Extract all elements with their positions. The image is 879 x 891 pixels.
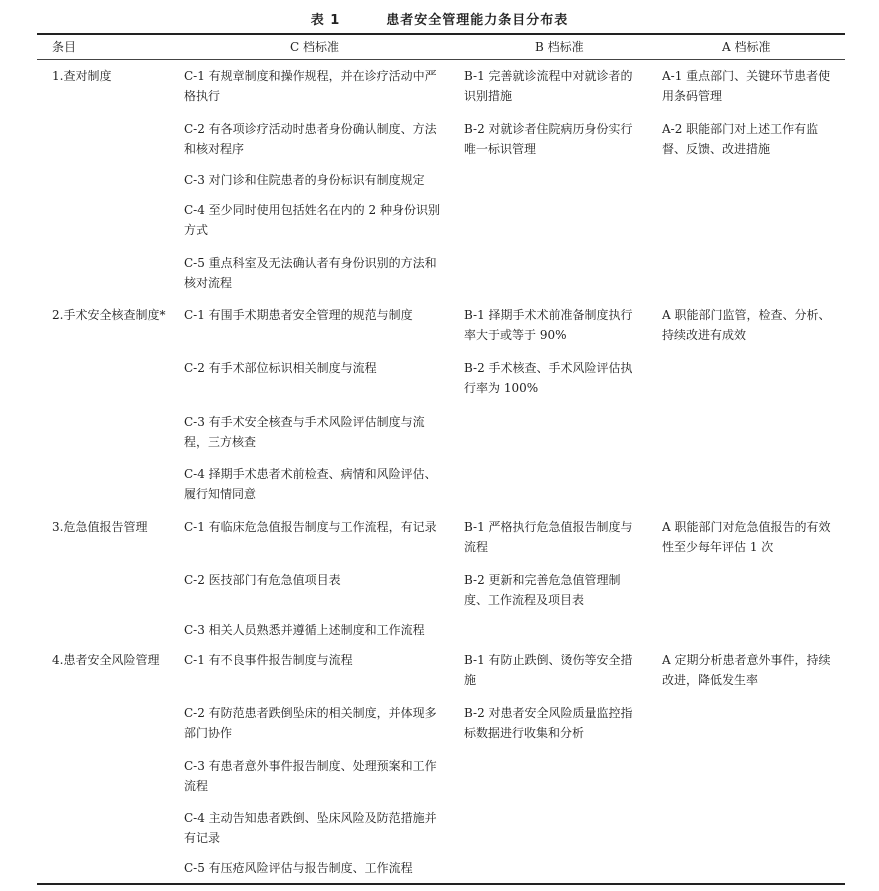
section-4-c5: C-5 有压疮风险评估与报告制度、工作流程 bbox=[184, 861, 413, 875]
section-3-b1: B-1 严格执行危急值报告制度与流程 bbox=[464, 520, 633, 554]
section-1-c3: C-3 对门诊和住院患者的身份标识有制度规定 bbox=[184, 173, 425, 187]
section-1-b2: B-2 对就诊者住院病历身份实行唯一标识管理 bbox=[464, 122, 633, 156]
section-1-item: 1.查对制度 bbox=[52, 69, 112, 83]
section-2-a1: A 职能部门监管，检查、分析、持续改进有成效 bbox=[662, 308, 831, 342]
section-4-b1: B-1 有防止跌倒、烫伤等安全措施 bbox=[464, 653, 633, 687]
section-2-b1: B-1 择期手术术前准备制度执行率大于或等于 90% bbox=[464, 308, 633, 342]
section-3-c2: C-2 医技部门有危急值项目表 bbox=[184, 573, 341, 587]
section-1-a2: A-2 职能部门对上述工作有监督、反馈、改进措施 bbox=[662, 122, 819, 156]
section-3-c1: C-1 有临床危急值报告制度与工作流程，有记录 bbox=[184, 520, 437, 534]
section-2-c4: C-4 择期手术患者术前检查、病情和风险评估、履行知情同意 bbox=[184, 467, 437, 501]
section-4-c1: C-1 有不良事件报告制度与流程 bbox=[184, 653, 353, 667]
header-b: B 档标准 bbox=[535, 40, 584, 54]
section-3-a1: A 职能部门对危急值报告的有效性至少每年评估 1 次 bbox=[662, 520, 831, 554]
bottom-rule bbox=[37, 883, 845, 885]
table-caption: 患者安全管理能力条目分布表 bbox=[386, 13, 569, 28]
table-title bbox=[0, 9, 879, 28]
section-3-b2: B-2 更新和完善危急值管理制度、工作流程及项目表 bbox=[464, 573, 621, 607]
section-3-c3: C-3 相关人员熟悉并遵循上述制度和工作流程 bbox=[184, 623, 425, 637]
table-number: 表 1 bbox=[310, 13, 341, 28]
section-2-c1: C-1 有围手术期患者安全管理的规范与制度 bbox=[184, 308, 413, 322]
section-4-c4: C-4 主动告知患者跌倒、坠床风险及防范措施并有记录 bbox=[184, 811, 437, 845]
header-a: A 档标准 bbox=[722, 40, 771, 54]
section-2-b2: B-2 手术核查、手术风险评估执行率为 100% bbox=[464, 361, 633, 395]
section-2-c3: C-3 有手术安全核查与手术风险评估制度与流程，三方核查 bbox=[184, 415, 425, 449]
section-1-c5: C-5 重点科室及无法确认者有身份识别的方法和核对流程 bbox=[184, 256, 437, 290]
section-1-c1: C-1 有规章制度和操作规程，并在诊疗活动中严格执行 bbox=[184, 69, 437, 103]
section-2-item: 2.手术安全核查制度* bbox=[52, 308, 166, 322]
section-4-a1: A 定期分析患者意外事件，持续改进，降低发生率 bbox=[662, 653, 831, 687]
section-4-item: 4.患者安全风险管理 bbox=[52, 653, 160, 667]
section-1-a1: A-1 重点部门、关键环节患者使用条码管理 bbox=[662, 69, 831, 103]
section-1-c4: C-4 至少同时使用包括姓名在内的 2 种身份识别方式 bbox=[184, 203, 440, 237]
section-4-c2: C-2 有防范患者跌倒坠床的相关制度，并体现多部门协作 bbox=[184, 706, 437, 740]
section-4-c3: C-3 有患者意外事件报告制度、处理预案和工作流程 bbox=[184, 759, 437, 793]
section-3-item: 3.危急值报告管理 bbox=[52, 520, 148, 534]
top-rule bbox=[37, 33, 845, 35]
section-4-b2: B-2 对患者安全风险质量监控指标数据进行收集和分析 bbox=[464, 706, 633, 740]
header-item: 条目 bbox=[52, 40, 77, 54]
section-1-c2: C-2 有各项诊疗活动时患者身份确认制度、方法和核对程序 bbox=[184, 122, 437, 156]
section-2-c2: C-2 有手术部位标识相关制度与流程 bbox=[184, 361, 377, 375]
header-rule bbox=[37, 59, 845, 60]
section-1-b1: B-1 完善就诊流程中对就诊者的识别措施 bbox=[464, 69, 633, 103]
header-c: C 档标准 bbox=[290, 40, 339, 54]
